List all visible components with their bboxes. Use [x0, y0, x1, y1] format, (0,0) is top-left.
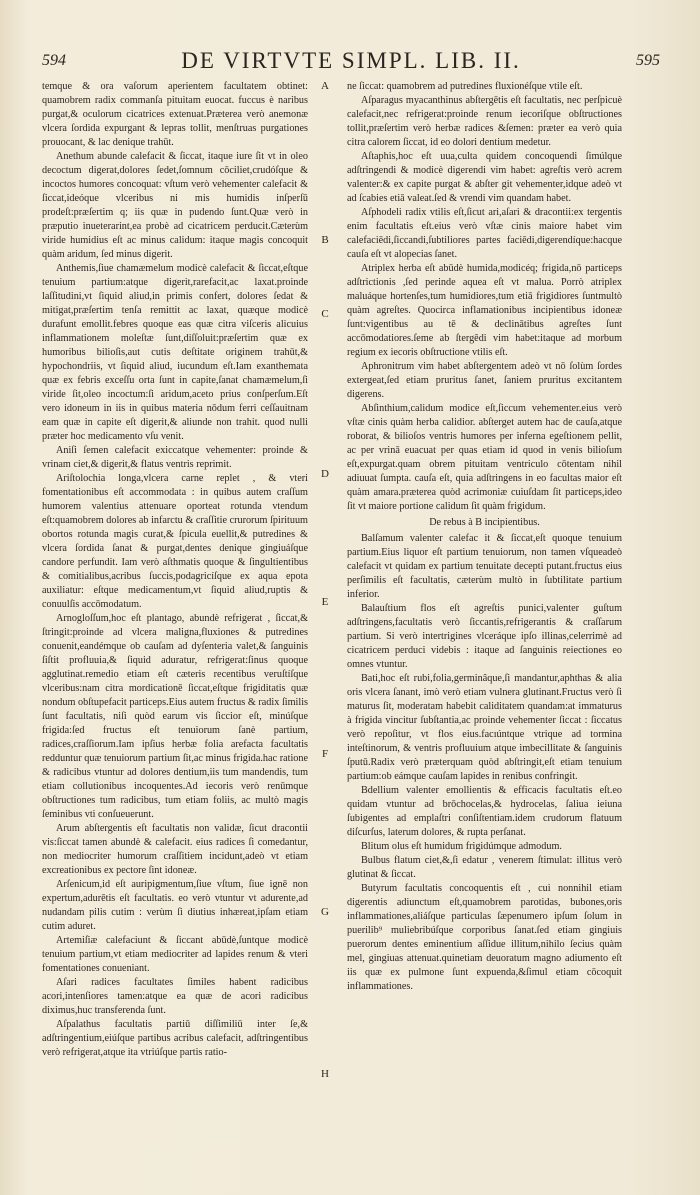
paragraph: Aſari radices facultates ſimiles habent radicibus acori,intenſiores tamen:atque ea quæ de acori radicibus diximus,huc transferenda ſunt.	[42, 977, 308, 1016]
paragraph: Arum abſtergentis eſt facultatis non validæ, ſicut dracontii vis:ſiccat tamen abundè & calefacit. eius radices ſi comedantur, non mediocriter humorum craſſitiem incidunt,adeò vt etiam excreationibus ex pectore ſint idoneæ.	[42, 823, 308, 876]
paragraph: Aniſi ſemen calefacit exiccatque vehementer: proinde & vrinam ciet,& digerit,& flatus ventris reprimit.	[42, 445, 308, 470]
margin-letter: A	[321, 80, 329, 92]
paragraph: Bati,hoc eſt rubi,folia,germinâque,ſi mandantur,aphthas & alia oris vlcera ſanant, imò verò etiam vulnera glutinant.Fructus verò ſi maturus ſit, moderatam habebit caliditatem quandam:at immaturus à frigida vincitur ſubſtantia,ac proinde vehementer ſiccat : ſiccatus verò repoſitur, vt flos eius.facıúntque vtrique ad tormina inteſtinorum, & ventris profluuium atque imbecillitate & ſanguinis ſputū.Radix verò præterquam quòd abſtringit,eſt etiam tenuium partium:ob eámque cauſam lapides in renibus confringit.	[347, 673, 622, 782]
paragraph: Arſenicum,id eſt auripigmentum,ſiue vſtum, ſiue ignē non expertum,adurētis eſt facultatis. eo verò vtuntur vt adurente,ad nudandam pilis cutim : verùm ſi diutius inhæreat,ipſam etiam cutim aduret.	[42, 879, 308, 932]
margin-letter: E	[321, 596, 329, 608]
section-heading: De rebus à B incipientibus.	[429, 517, 540, 528]
paragraph: Arnogloſſum,hoc eſt plantago, abundè refrigerat , ſiccat,& ſtringit:proinde ad vlcera maligna,fluxiones & putredines conuenit,eandémque ob cauſam ad dyſenteria valet,& ſanguinis ſiſtit profluuia,& ſiquid aduratur, refrigerat:ſinus quoque agglutinat.remedio etiam eſt cæteris recentibus veruſtíſque vlceribus:nam citra mordicationē ſiccat,eſtque frigiditatis quæ nondum obſtupefacit particeps.Eius autem fructus & radix ſimilis ſunt facultatis, niſi quòd earum vis ſiccior eſt, minúſque frigida:ſed fructus eſt tenuiorum ſanè partium, radices,craſſiorum.Iam ipſius herbæ folia arefacta facultatis redduntur quæ tenuiorum partium ſit,ac minus frigida.hac ratione & radicibus vtuntur ad dolores dentium,iis tum mandendis, tum etiam collutionibus incoquentes.Ad iecoris verò renūmque obſtructiones tum radicibus, tum etiam foliis, ac multò magis ſeminibus vti conſueuerunt.	[42, 613, 308, 820]
running-title: DE VIRTVTE SIMPL. LIB. II.	[181, 48, 521, 73]
paragraph: Aſpalathus facultatis partiū diſſimiliū inter ſe,& adſtringentium,eiúſque partibus acribus calefacit, adſtringentibus verò refrigerat,atque ita vtriúſque partis ratio-	[42, 1019, 308, 1058]
paragraph: Aſtaphis,hoc eſt uua,culta quidem concoquendi ſimúlque adſtringendi & modicè digerendi vim habet: agreſtis verò acrem valenter:& ex capite purgat & abſter git vehementer,idque adeò vt ad ſcabies etiā valeat.ſed & vrendi vim quandam habet.	[347, 151, 622, 204]
margin-letter: H	[321, 1068, 329, 1080]
margin-letter: G	[321, 906, 329, 918]
left-text-column	[42, 80, 308, 1090]
margin-letter: D	[321, 468, 329, 480]
margin-letter: F	[321, 748, 329, 760]
paragraph: Aſparagus myacanthinus abſtergētis eſt facultatis, nec perſpicuè calefacit,nec refrigerat:proinde renum iecoriſque obſtructiones tollit,præſertim verò herbæ radices &ſemen: præter ea verò quia citra calorem ſiccat, id eo dolori dentium medetur.	[347, 95, 622, 148]
paragraph: Bdellium valenter emollientis & efficacis facultatis eſt.eo quidam vtuntur ad brōchocelas,& hydrocelas, ſaliua ieiuna ſubigentes ad emplaſtri conſiſtentiam.idem crudorum flatuum diſcurſus, laterum dolores, & rupta perſanat.	[347, 785, 622, 838]
paragraph: Abſinthium,calidum modice eſt,ſiccum vehementer.eius verò vſtæ cinis quàm herba calidior. abſterget autem hac de cauſa,atque roborat, & bilioſos ventris humores per inferna egeſtionem pellit, ac per vrinā euacuat per quas etiam id quod in venis bilioſum eſt,expurgat.quam obrem pituitam ventriculo cōtentam nihil adiuuat ſumpta. cauſa eſt, quia adſtringens in eo facultas maior eſt quàm amara.præterea quòd acrimoniæ cuiuſdam ſit particeps,ideo ſit vt maiore portione calidum ſit quàm frigidum.	[347, 403, 622, 512]
margin-letters	[310, 80, 340, 1090]
paragraph: Balauſtium flos eſt agreſtis punici,valenter guſtum adſtringens,facultatis verò ſiccantis,refrigerantis & craſſarum partium. Si verò intertrigines vlceráque ipſo illinas,celerrimè ad cicatricem perduci videbis : itaque ad ſanguinis reiectiones eo omnes vtuntur.	[347, 603, 622, 670]
page-number-right: 595	[636, 52, 660, 69]
paragraph: Aphronitrum vim habet abſtergentem adeò vt nō ſolùm ſordes extergeat,ſed etiam pruritus ſanet, ſaniem pruritus excitantem digerens.	[347, 361, 622, 400]
paragraph: Bulbus flatum ciet,&,ſi edatur , venerem ſtimulat: illitus verò glutinat & ſiccat.	[347, 855, 622, 880]
page-number-left: 594	[42, 52, 66, 69]
page-header	[42, 48, 660, 78]
paragraph: Ariſtolochia longa,vlcera carne replet , & vteri fomentationibus eſt accommodata : in quibus autem craſſum humorem valentius attenuare oporteat rotunda vtendum eſt:quamobrem dolores ab infarctu & craſſitie crurorum ſpirituum obortos rotunda magis curat,& ſpicula euellit,& putredines & vlcera ſordida ſanat & purgat,dentes denique gingiuáſque candore perfundit. Iam verò aſthmatis quoque & ſingultientibus & comitialibus,acribus ſuccis,podagricíſque ex aqua epota auxiliatur: eſtque medicamentum,vt ſiquid aliud,ruptis & conuulſis accōmodatum.	[42, 473, 308, 610]
margin-letter: B	[321, 234, 329, 246]
paragraph: Butyrum facultatis concoquentis eſt , cui nonnihil etiam digerentis adiunctum eſt,quamobrem parotidas, bubones,oris inflammationes,aliáſque particulas ſæpenumero ipſum ſolum in puerilib⁹ muliebribúſque corporibus ſanat.ſed etiam gingiuis puerorum dentes eminentium aſſidue illitum,nihilo ſecius quàm mel, gingiuas attenuat.quinetiam deuoratum magno adiumento eſt iis quæ ex pulmone ſunt expuenda,&ſimul etiam cōcoquit inflammationes.	[347, 883, 622, 992]
paragraph: Atriplex herba eſt abūdè humida,modicéq; frigida,nō particeps adſtrictionis ,ſed perinde aquea eſt vt malua. Porrò atriplex maluáque hortenſes,tum humidiores,tum etiā frigidiores ſuntmultò quàm agreſtes. Quocirca inflamationibus incipientibus idoneæ ſunt:vigentibus au tē & declinātibus agreſtes ſunt accōmodatiores.ſeme ab ſtergēdi vim habet:itaque ad morbum regium ex iecoris obſtructione vtilis eſt.	[347, 263, 622, 358]
paragraph: Balſamum valenter calefac it & ſiccat,eſt quoque tenuium partium.Eius liquor eſt partium tenuiorum, non tamen vſqueadeò calefacit vt quidam ex partium tenuitate decepti putant.fructus eius perſimilis eſt facultatis, cæterùm multò in ſubtilitate partium inferior.	[347, 533, 622, 600]
paragraph: ne ſiccat: quamobrem ad putredines fluxionéſque vtile eſt.	[347, 81, 583, 92]
paragraph: Aſphodeli radix vtilis eſt,ſicut ari,aſari & dracontii:ex tergentis enim facultatis eſt.eius verò vſtæ cinis maiore habet vim calefaciēdi,ſiccandi,ſubtiliores partes faciēdi,digerendíque:hacque cauſa eſt vt alopecias ſanet.	[347, 207, 622, 260]
paragraph: Anethum abunde calefacit & ſiccat, itaque iure ſit vt in oleo decoctum digerat,dolores ſedet,ſomnum cōciliet,crudóſque & incoctos humores concoquat: vſtum verò vehementer calefacit & ſiccat,ideóque vlceribus ni mis humidis inſperſū prodeſt:præſertim q; iis quæ in pudendo ſunt.Quæ verò in præputio inueterarint,ea probè ad cicatricem perducit.Cæterùm viride humidius eſt ac minus calidum: itaque magis concoquit quàm aridum, ſed minus digerit.	[42, 151, 308, 260]
paragraph: temque & ora vaſorum aperientem facultatem obtinet: quamobrem radix commanſa pituitam euocat. fuccus è naribus purgat,& oculorum cicatrices extenuat.Præterea verò anemonæ vlcera ſordida expurgant & lepras tollit, menſtruas purgationes prouocant, & lac denique trahūt.	[42, 81, 308, 148]
paragraph: Artemiſiæ calefaciunt & ſiccant abūdè,ſuntque modicè tenuium partium,vt etiam mediocriter ad lapides renum & vteri fomentationes conueniant.	[42, 935, 308, 974]
margin-letter: C	[321, 308, 329, 320]
paragraph: Blitum olus eſt humidum frigidúmque admodum.	[361, 841, 562, 852]
paragraph: Anthemis,ſiue chamæmelum modicè calefacit & ſiccat,eſtque tenuium partium:atque digerit,rarefacit,ac laxat.proinde laſſitudini,vt ſiquid aliud,in primis confert, dolores ſedat & mitigat,præſertim tenſa remittit ac laxat, quæque modicè durafunt emollit.febres quoque eas quæ citra viſceris alicuius inflammationem moleſtæ ſunt,diſſoluit:præſertim quæ ex humoribus bilioſis,aut cutis deſtitate originem trahūt,& hypochondriis, vt ſiquid aliud, iucundum eſt.Iam exanthemata quæ ex febris exceſſu orta ſunt in capite,ſanat chamæmelum,ſi viride ſit,oleo incoctum:ſi aridum,aceto prius conſperſum.Eſt vero idoneum in iis in quibus materia nōdum ferri ceſſauitnam eam quæ in capite eſt digerit,& aliunde non trahit. quod nulli præter hoc medicamento vſu venit.	[42, 263, 308, 442]
right-text-column	[347, 80, 622, 1090]
